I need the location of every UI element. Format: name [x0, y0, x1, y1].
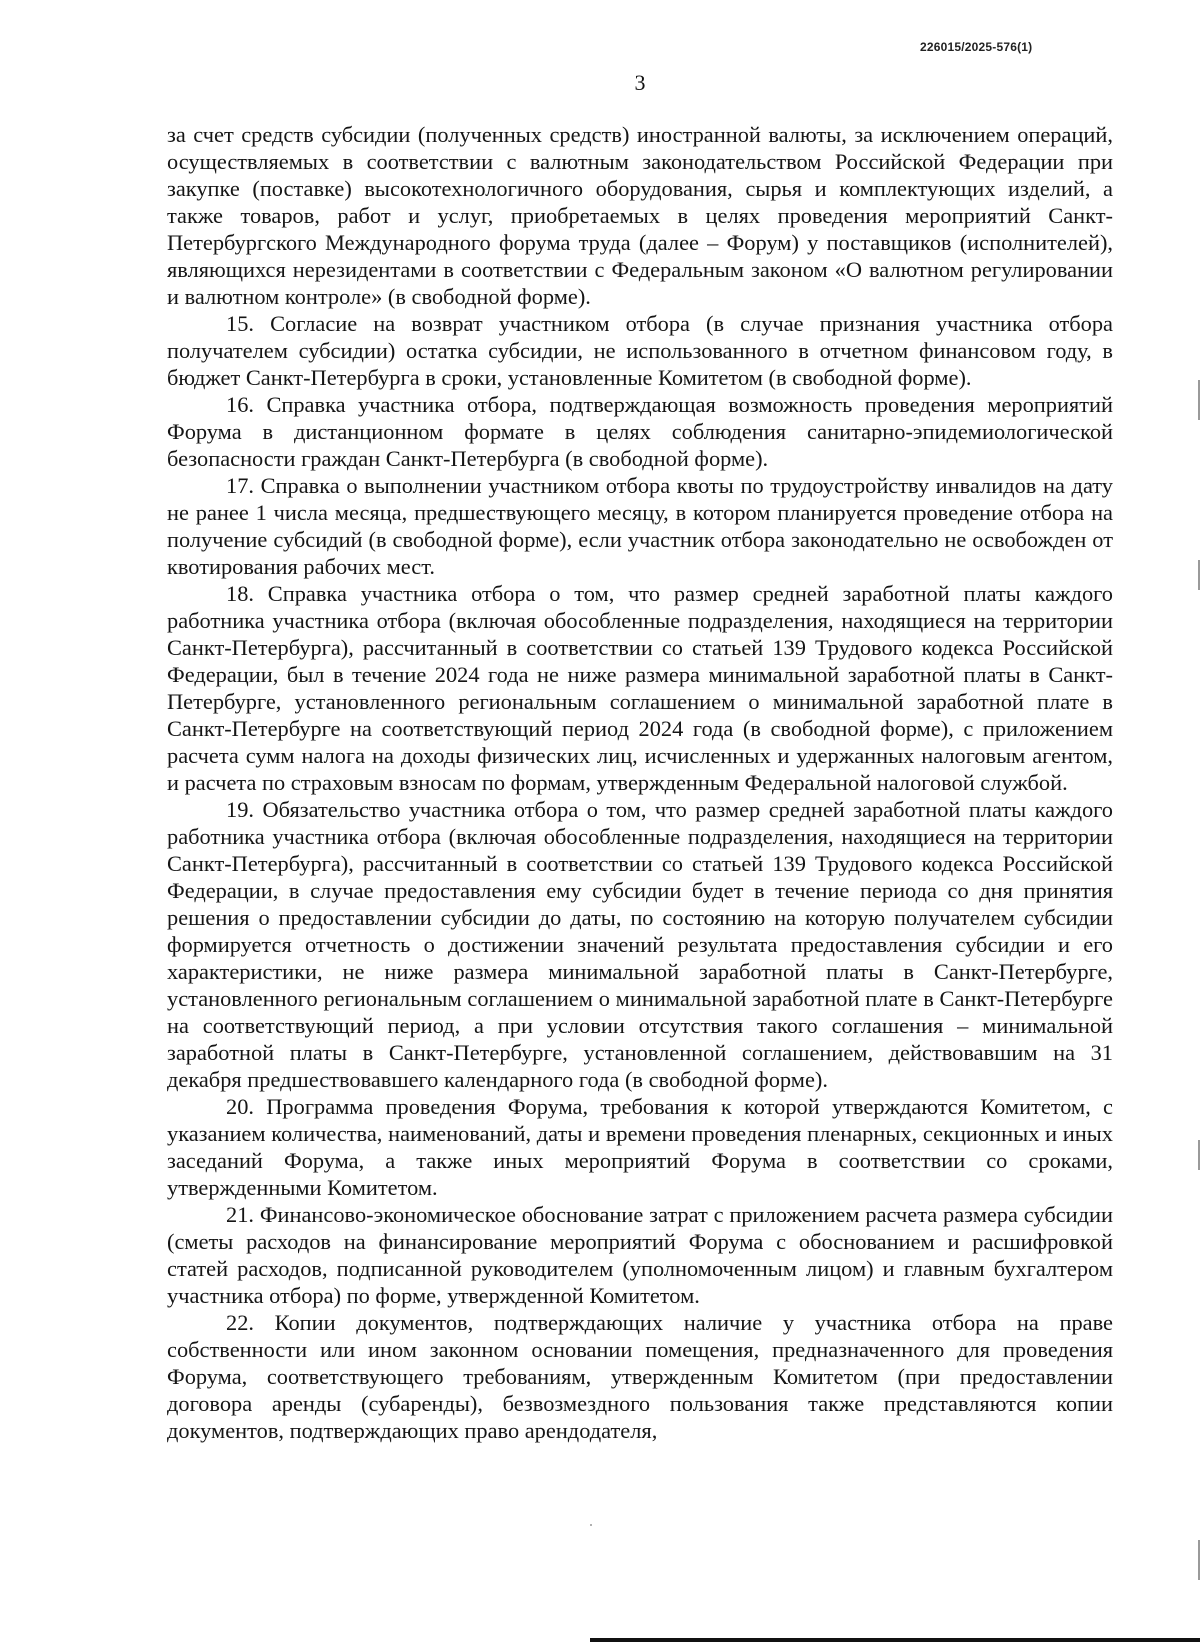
paragraph-item-18: 18. Справка участника отбора о том, что размер средней заработной платы каждого работника участника отбора (включая обособленные подразделения, находящиеся на территории Санкт-Петербурга), рассчитанный в соответствии со статьей 139 Трудового кодекса Российской Федерации, был в течение 2024 года не ниже размера минимальной заработной платы в Санкт-Петербурге, установленного региональным соглашением о минимальной заработной плате в Санкт-Петербурге на соответствующий период 2024 года (в свободной форме), с приложением расчета сумм налога на доходы физических лиц, исчисленных и удержанных налоговым агентом, и расчета по страховым взносам по формам, утвержденным Федеральной налоговой службой. — [167, 581, 1113, 795]
paragraph-item-16: 16. Справка участника отбора, подтверждающая возможность проведения мероприятий Форума в дистанционном формате в целях соблюдения санитарно-эпидемиологической безопасности граждан Санкт-Петербурга (в свободной форме). — [167, 392, 1113, 471]
paragraph-item-22: 22. Копии документов, подтверждающих наличие у участника отбора на праве собственности или ином законном основании помещения, предназначенного для проведения Форума, соответствующего требованиям, утвержденным Комитетом (при предоставлении договора аренды (субаренды), безвозмездного пользования также представляются копии документов, подтверждающих право арендодателя, — [167, 1310, 1113, 1443]
document-id: 226015/2025-576(1) — [920, 40, 1033, 54]
paragraph-item-19: 19. Обязательство участника отбора о том, что размер средней заработной платы каждого работника участника отбора (включая обособленные подразделения, находящиеся на территории Санкт-Петербурга), рассчитанный в соответствии со статьей 139 Трудового кодекса Российской Федерации, в случае предоставления ему субсидии будет в течение периода со дня принятия решения о предоставлении субсидии до даты, по состоянию на которую получателем субсидии формируется отчетность о достижении значений результата предоставления субсидии и его характеристики, не ниже размера минимальной заработной платы в Санкт-Петербурге, установленного региональным соглашением о минимальной заработной плате в Санкт-Петербурге на соответствующий период, а при условии отсутствия такого соглашения – минимальной заработной платы в Санкт-Петербурге, установленной соглашением, действовавшим на 31 декабря предшествовавшего календарного года (в свободной форме). — [167, 797, 1113, 1092]
paragraph-item-15: 15. Согласие на возврат участником отбора (в случае признания участника отбора получателем субсидии) остатка субсидии, не использованного в отчетном финансовом году, в бюджет Санкт-Петербурга в сроки, установленные Комитетом (в свободной форме). — [167, 311, 1113, 390]
document-body — [167, 121, 1113, 1444]
paragraph-item-20: 20. Программа проведения Форума, требования к которой утверждаются Комитетом, с указанием количества, наименований, даты и времени проведения пленарных, секционных и иных заседаний Форума, а также иных мероприятий Форума в соответствии со сроками, утвержденными Комитетом. — [167, 1094, 1113, 1200]
paragraph-item-21: 21. Финансово-экономическое обоснование затрат с приложением расчета размера субсидии (сметы расходов на финансирование мероприятий Форума с обоснованием и расшифровкой статей расходов, подписанной руководителем (уполномоченным лицом) и главным бухгалтером участника отбора) по форме, утвержденной Комитетом. — [167, 1202, 1113, 1308]
scan-bottom-border — [590, 1638, 1200, 1642]
paragraph-item-17: 17. Справка о выполнении участником отбора квоты по трудоустройству инвалидов на дату не ранее 1 числа месяца, предшествующего месяцу, в котором планируется проведение отбора на получение субсидий (в свободной форме), если участник отбора законодательно не освобожден от квотирования рабочих мест. — [167, 473, 1113, 579]
paragraph-continuation: за счет средств субсидии (полученных средств) иностранной валюты, за исключением операций, осуществляемых в соответствии с валютным законодательством Российской Федерации при закупке (поставке) высокотехнологичного оборудования, сырья и комплектующих изделий, а также товаров, работ и услуг, приобретаемых в целях проведения мероприятий Санкт-Петербургского Международного форума труда (далее – Форум) у поставщиков (исполнителей), являющихся нерезидентами в соответствии с Федеральным законом «О валютном регулировании и валютном контроле» (в свободной форме). — [167, 122, 1113, 309]
scan-speck — [590, 1524, 592, 1526]
page-number: 3 — [634, 70, 646, 95]
